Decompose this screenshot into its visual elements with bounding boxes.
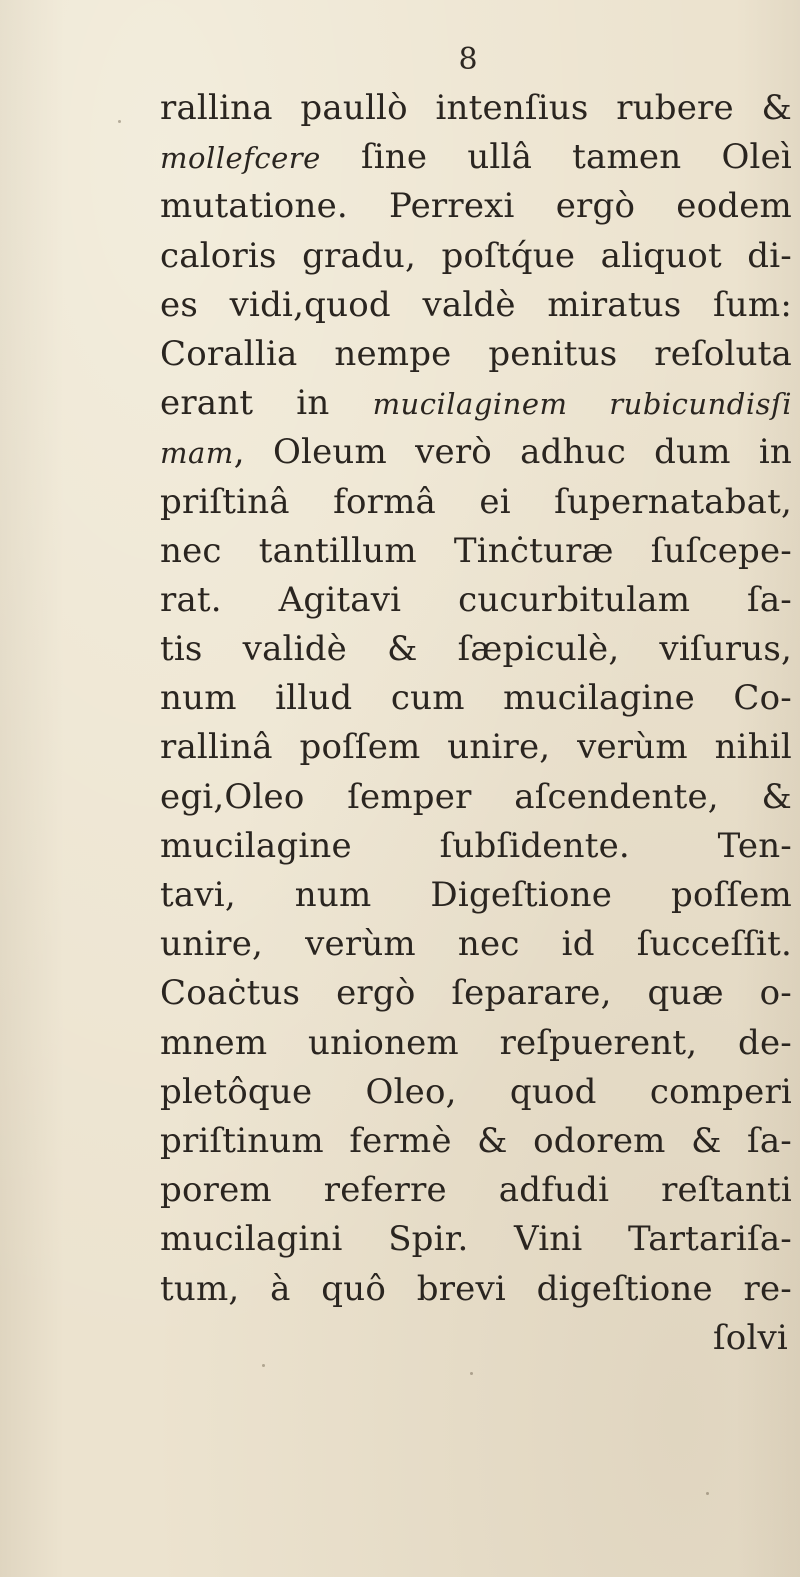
text-line — [160, 1068, 792, 1117]
text-line — [160, 1314, 792, 1363]
italic-segment: mollefcere — [160, 141, 321, 176]
text-segment: tum, à quô brevi digeſtione re- — [160, 1268, 792, 1309]
text-segment: priſtinâ formâ ei ſupernatabat, — [160, 481, 792, 522]
text-line — [160, 920, 792, 969]
text-segment: Coaċtus ergò ſeparare, quæ o- — [160, 973, 792, 1014]
text-segment: erant in — [160, 383, 373, 424]
text-line — [160, 723, 792, 772]
text-segment: ſine ullâ tamen Oleì — [320, 137, 792, 178]
text-segment: , Oleum verò adhuc dum in — [233, 432, 792, 473]
body-text — [160, 84, 792, 1363]
text-segment: mnem unionem reſpuerent, de- — [160, 1022, 792, 1063]
text-line — [160, 428, 792, 477]
text-line — [160, 1265, 792, 1314]
text-segment: rallina paullò intenſius rubere & — [160, 88, 792, 128]
text-segment: tavi, num Digeſtione poſſem — [160, 875, 792, 915]
text-line — [160, 232, 792, 281]
paper-speck — [262, 1364, 265, 1367]
text-segment: es vidi,quod valdè miratus ſum: — [160, 284, 792, 325]
text-segment: porem referre adfudi reſtanti — [160, 1170, 792, 1211]
italic-segment: mam — [160, 436, 234, 471]
text-segment: Corallia nempe penitus reſoluta — [160, 333, 792, 374]
text-line — [160, 1019, 792, 1068]
text-segment: nec tantillum Tinċturæ ſuſcepe- — [160, 530, 792, 571]
text-line — [160, 576, 792, 625]
text-segment: mucilagini Spir. Vini Tartariſa- — [160, 1219, 792, 1260]
paper-speck — [706, 1492, 709, 1495]
text-segment: caloris gradu, poſtq́ue aliquot di- — [160, 235, 792, 276]
text-line — [160, 822, 792, 871]
text-line — [160, 133, 792, 182]
text-line — [160, 330, 792, 379]
text-line — [160, 871, 792, 920]
text-line — [160, 84, 792, 133]
text-segment: tis validè & ſæpiculè, viſurus, — [160, 629, 792, 670]
text-line — [160, 969, 792, 1018]
italic-segment: mucilaginem rubicundisſi — [372, 387, 792, 422]
text-line — [160, 625, 792, 674]
text-segment: priſtinum fermè & odorem & ſa- — [160, 1120, 792, 1161]
text-segment: pletôque Oleo, quod comperi — [160, 1071, 792, 1112]
text-segment: ſolvi — [712, 1317, 788, 1358]
text-line — [160, 674, 792, 723]
text-line — [160, 1117, 792, 1166]
paper-speck — [470, 1372, 473, 1375]
text-segment: mucilagine ſubſidente. Ten- — [160, 825, 792, 866]
text-line — [160, 182, 792, 231]
text-segment: mutatione. Perrexi ergò eodem — [160, 186, 792, 227]
page-number: 8 — [458, 42, 478, 77]
text-line — [160, 527, 792, 576]
text-line — [160, 379, 792, 428]
text-segment: unire, verùm nec id ſucceſſit. — [160, 924, 792, 965]
text-segment: egi,Oleo ſemper aſcendente, & — [160, 776, 792, 817]
text-line — [160, 478, 792, 527]
text-segment: rat. Agitavi cucurbitulam ſa- — [160, 579, 792, 620]
text-line — [160, 1166, 792, 1215]
text-line — [160, 773, 792, 822]
text-line — [160, 1215, 792, 1264]
paper-speck — [118, 120, 121, 123]
text-segment: rallinâ poſſem unire, verùm nihil — [160, 727, 792, 768]
text-line — [160, 281, 792, 330]
text-segment: num illud cum mucilagine Co- — [160, 678, 792, 719]
